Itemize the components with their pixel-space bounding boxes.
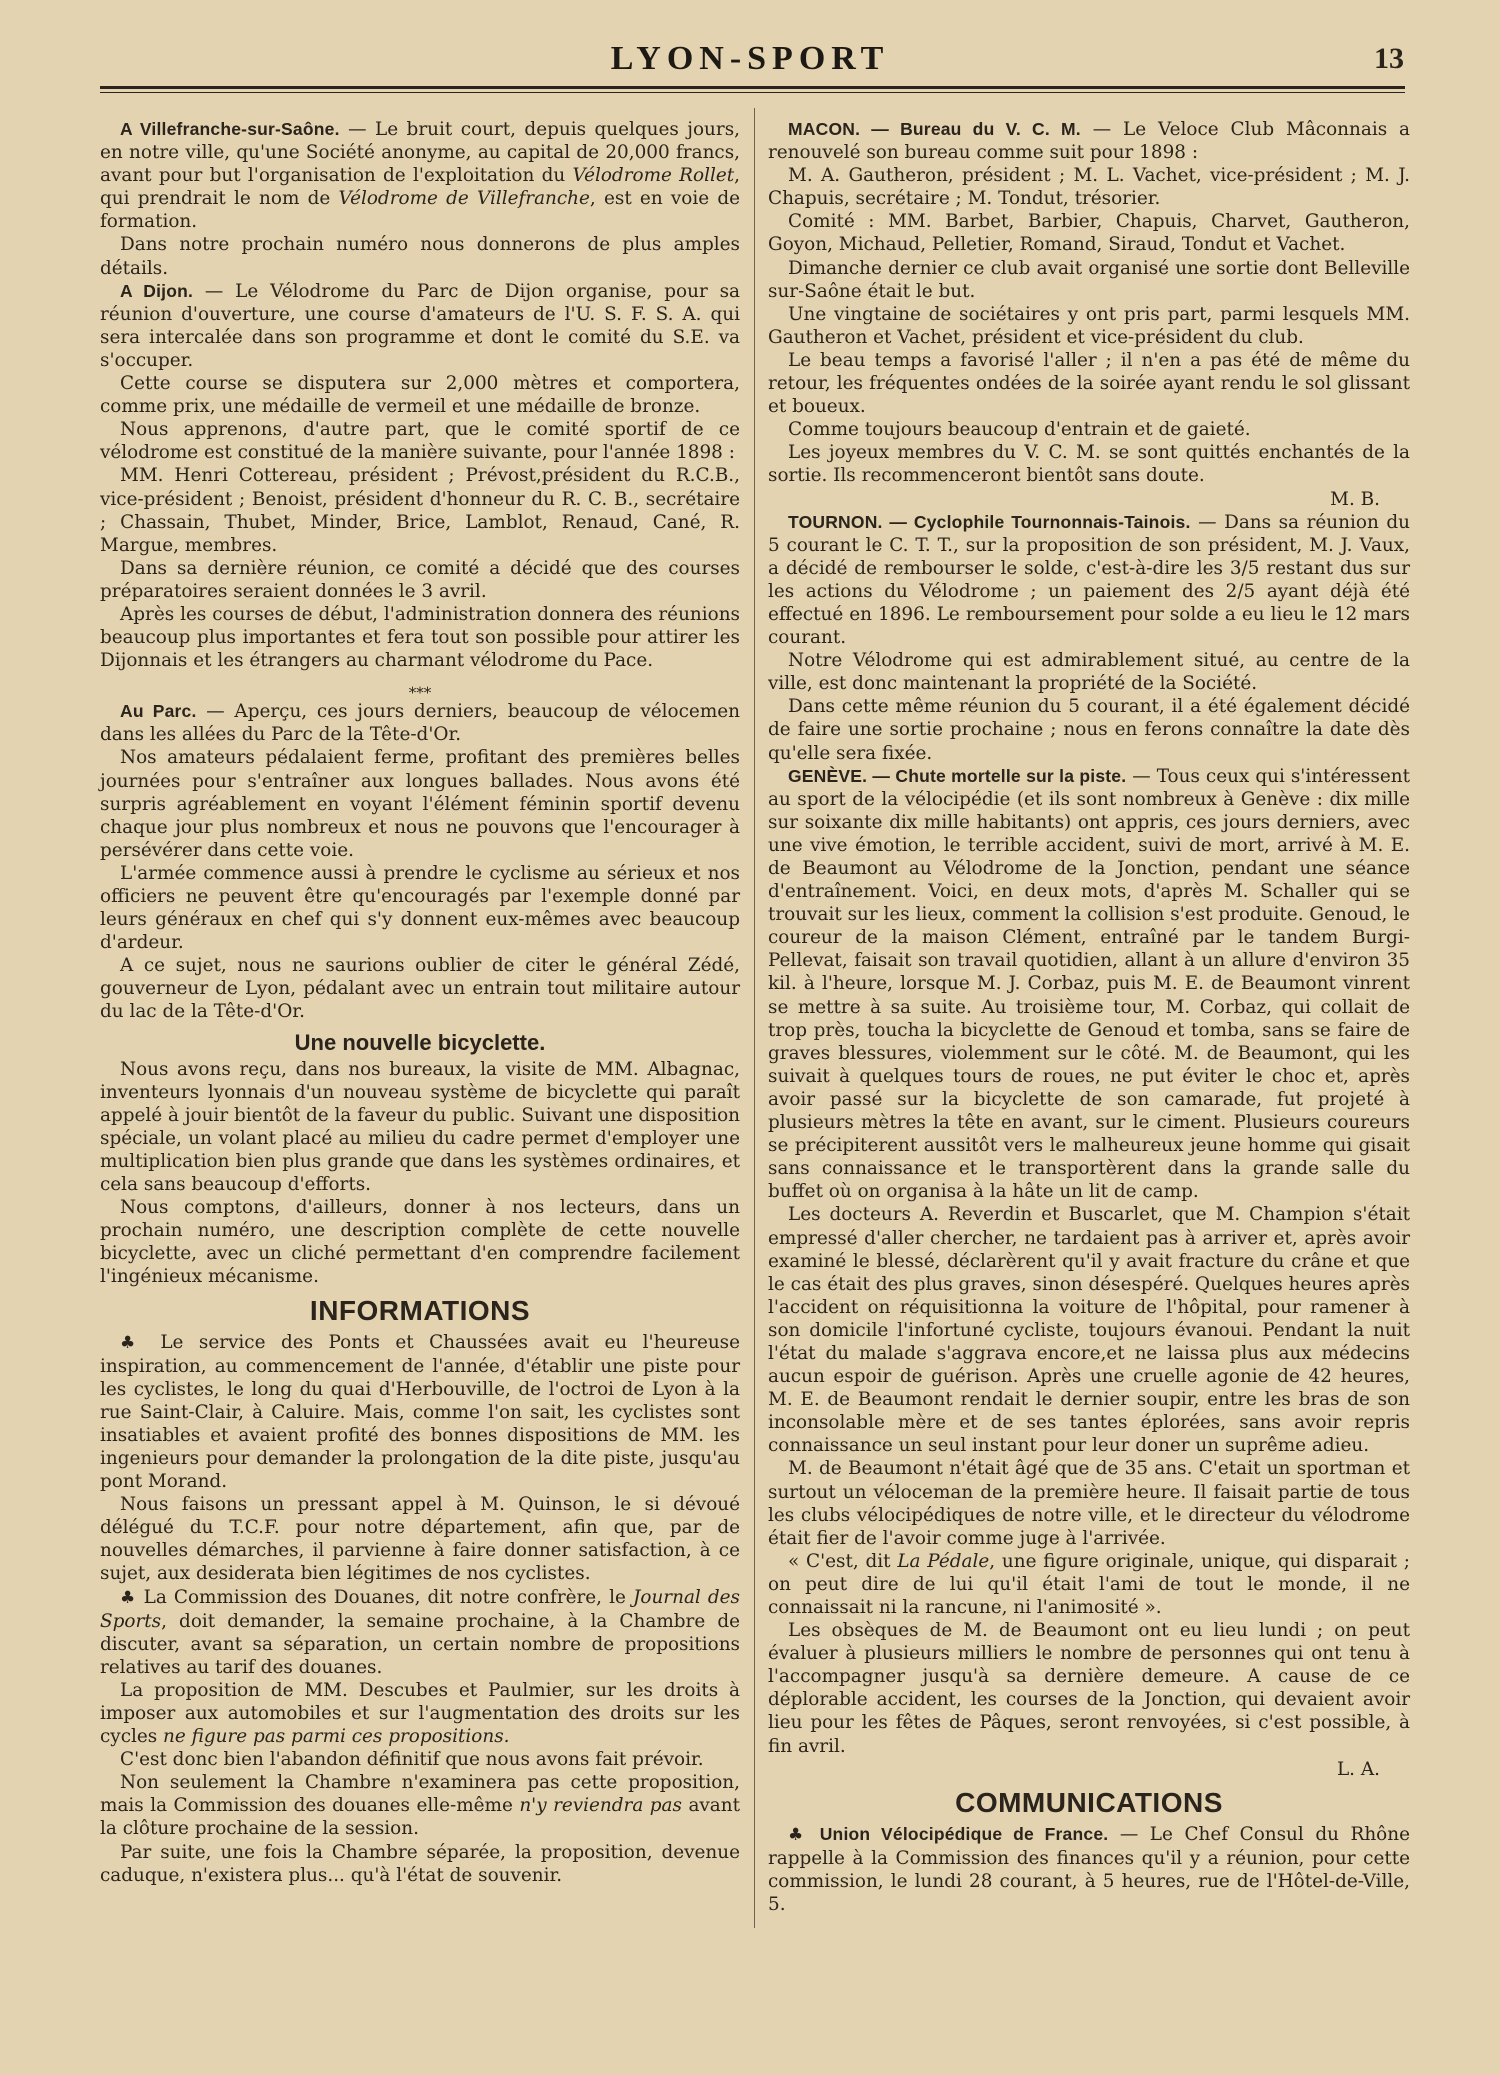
article-bicyclette — [100, 1030, 740, 1289]
paragraph: Dans notre prochain numéro nous donnerons de plus amples détails. — [100, 234, 740, 279]
paragraph: Nos amateurs pédalaient ferme, profitant des premières belles journées pour s'entraîner aux longues ballades. Nous avons été surpris agréablement en voyant l'élément féminin sportif devenu chaque jour plus nombreux et nous ne pouvons que l'encourager à persévérer dans cette voie. — [100, 747, 740, 861]
article-text: La proposition de MM. Descubes et Paulmier, sur les droits à imposer aux automobiles et sur l'augmentation des droits sur les cycles — [100, 1679, 740, 1748]
article-text: , doit demander, la semaine prochaine, à la Chambre de discuter, avant sa séparation, un certain nombre de propositions relatives au tarif des douanes. — [100, 1610, 740, 1678]
article-geneve — [768, 765, 1410, 1781]
paragraph: Nous avons reçu, dans nos bureaux, la visite de MM. Albagnac, inventeurs lyonnais d'un nouveau système de bicyclette qui paraît appelé à jouir bientôt de la faveur du public. Suivant une disposition spéciale, un volant placé au milieu du cadre permet d'employer une multiplication bien plus grande que dans les systèmes ordinaires, et cela sans beaucoup d'efforts. — [100, 1058, 740, 1196]
paragraph: Dans sa dernière réunion, ce comité a décidé que des courses préparatoires seraient données le 3 avril. — [100, 557, 740, 602]
article-text: — Le Vélodrome du Parc de Dijon organise, pour sa réunion d'ouverture, une course d'amateurs de l'U. S. F. S. A. qui sera intercalée dans son programme et dont le comité du S.E. va s'occuper. — [100, 280, 740, 371]
left-column — [100, 118, 740, 1887]
article-text: Non seulement la Chambre n'examinera pas cette proposition, mais la Commission des douanes elle-même — [100, 1772, 740, 1817]
paragraph: Après les courses de début, l'administration donnera des réunions beaucoup plus importantes et fera tout son possible pour attirer les Dijonnais et les étrangers au charmant vélodrome du Pace. — [100, 603, 740, 672]
article-text: « C'est, dit — [788, 1550, 898, 1572]
article-text: — Aperçu, ces jours derniers, beaucoup de vélocemen dans les allées du Parc de la Tête-d'Or. — [100, 701, 740, 746]
page-number: 13 — [1374, 42, 1404, 75]
section-informations — [100, 1295, 740, 1887]
article-text: Les joyeux membres du V. C. M. se sont quittés enchantés de la sortie. Ils recommenceront bientôt sans doute. — [768, 442, 1410, 487]
article-emphasis: n'y reviendra pas — [519, 1795, 682, 1817]
club-icon: ♣ — [120, 1332, 145, 1353]
paragraph: Par suite, une fois la Chambre séparée, la proposition, devenue caduque, n'existera plus... qu'à l'état de souvenir. — [100, 1841, 740, 1886]
article-lead: MACON. — Bureau du V. C. M. — [788, 119, 1081, 139]
header-rule-thin — [100, 92, 1405, 93]
article-text: La Commission des Douanes, dit notre confrère, le — [136, 1586, 634, 1608]
paragraph: Dans cette même réunion du 5 courant, il a été également décidé de faire une sortie prochaine ; nous en ferons connaître la date dès qu'elle sera fixée. — [768, 696, 1410, 764]
paragraph: M. A. Gautheron, président ; M. L. Vachet, vice-président ; M. J. Chapuis, secrétaire ; M. Tondut, trésorier. — [768, 165, 1410, 210]
article-text: , une figure originale, unique, qui disparait ; on peut dire de lui qu'il était l'ami de tout le monde, il ne connaissait ni la rancune, ni l'animosité ». — [768, 1550, 1410, 1618]
header-rule — [100, 86, 1405, 89]
masthead: LYON-SPORT — [610, 40, 890, 77]
section-heading: Une nouvelle bicyclette. — [294, 1029, 546, 1055]
article-tournon — [768, 511, 1410, 765]
signature: M. B. — [1330, 488, 1380, 510]
article-text: — Tous ceux qui s'intéressent au sport de la vélocipédie (et ils sont nombreux à Genève : dix mille sur soixante dix mille habitants) ont appris, ces jours derniers, avec une vive émotion, le terrible accident, suivi de mort, arrivé à M. E. de Beaumont au Vélodrome de la Jonction, pendant une séance d'entraînement. Voici, en deux mots, d'après M. Schaller qui se trouvait sur les lieux, comment la collision s'est produite. Genoud, le coureur de la maison Clément, entraîné par le tandem Burgi-Pellevat, faisait son travail quotidien, allant à un allure d'environ 35 kil. à l'heure, lorsque M. J. Corbaz, puis M. E. de Beaumont vinrent se mettre à sa suite. Au troisième tour, M. Corbaz, qui collait de trop près, toucha la bicyclette de Genoud et tomba, sans se faire de graves blessures, violemment sur le côté. M. de Beaumont, qui les suivait à quelques tours de roues, ne put éviter le choc et, après avoir passé sur la bicyclette de son camarade, fut projeté à plusieurs mètres la tête en avant, sur le ciment. Plusieurs coureurs se précipiterent aussitôt vers le malheureux jeune homme qui gisait sans connaissance et le transportèrent dans la grande salle du buffet où on organisa à la hâte un lit de camp. — [768, 765, 1410, 1203]
right-column — [768, 118, 1410, 1916]
paragraph: MM. Henri Cottereau, président ; Prévost,président du R.C.B., vice-président ; Benoist, président d'honneur du R. C. B., secrétaire ; Chassain, Thubet, Minder, Brice, Lamblot, Renaud, Cané, R. Margue, membres. — [100, 465, 740, 556]
article-lead: A Dijon. — [120, 280, 194, 301]
paragraph: Le beau temps a favorisé l'aller ; il n'en a pas été de même du retour, les fréquentes ondées de la soirée ayant rendu le sol glissant et boueux. — [768, 349, 1410, 418]
article-text: — Le bruit court, depuis quelques jours, en notre ville, qu'une Société anonyme, au capital de 20,000 francs, avant pour but l'organisation de l'exploitation du — [100, 119, 740, 187]
article-text: avant la clôture prochaine de la session. — [100, 1795, 741, 1840]
paragraph: L'armée commence aussi à prendre le cyclisme au sérieux et nos officiers ne peuvent être qu'encouragés par l'exemple donné par leurs généraux en chef qui s'y donnent eux-mêmes avec beaucoup d'ardeur. — [100, 862, 740, 954]
paragraph: Dimanche dernier ce club avait organisé une sortie dont Belleville sur-Saône était le but. — [768, 257, 1410, 302]
article-lead: TOURNON. — Cyclophile Tournonnais-Tainois. — [788, 511, 1191, 532]
article-emphasis: Vélodrome de Villefranche — [338, 188, 590, 210]
paragraph: Nous faisons un pressant appel à M. Quinson, le si dévoué délégué du T.C.F. pour notre département, afin que, par de nouvelles démarches, il parvienne à faire donner satisfaction, à ce sujet, aux desiderata bien légitimes de nos cyclistes. — [100, 1494, 740, 1585]
paragraph: Notre Vélodrome qui est admirablement situé, au centre de la ville, est donc maintenant la propriété de la Société. — [768, 650, 1410, 695]
paragraph: Nous apprenons, d'autre part, que le comité sportif de ce vélodrome est constitué de la manière suivante, pour l'année 1898 : — [100, 419, 740, 464]
article-emphasis: La Pédale — [897, 1550, 990, 1572]
article-text: Le service des Ponts et Chaussées avait eu l'heureuse inspiration, au commencement de l'année, d'établir une piste pour les cyclistes, le long du quai d'Herbouville, de l'octroi de Lyon à la rue Saint-Clair, à Caluire. Mais, comme l'on sait, les cyclistes sont insatiables et avaient profité des bonnes dispositions de MM. les ingenieurs pour demander la prolongation de la dite piste, jusqu'au pont Morand. — [100, 1331, 740, 1493]
article-parc — [100, 700, 740, 1023]
club-icon: ♣ — [120, 1587, 137, 1608]
article-lead: Au Parc. — [120, 701, 197, 722]
article-emphasis: Journal des Sports — [100, 1586, 740, 1632]
article-text: — Dans sa réunion du 5 courant le C. T. T., sur la proposition de son président, M. J. Vaux, a décidé de rembourser le solde, c'est-à-dire les 3/5 restant dus sur les actions du Vélodrome ; un paiement des 2/5 ayant déjà été effectué en 1896. Le remboursement pour solde a eu lieu le 12 mars courant. — [768, 511, 1410, 649]
article-emphasis: ne figure pas parmi ces propositions. — [163, 1726, 510, 1748]
article-lead: Union Vélocipédique de France. — [808, 1823, 1109, 1844]
article-text: , qui prendrait le nom de — [100, 165, 740, 210]
article-emphasis: Vélodrome Rollet — [572, 165, 735, 187]
article-text: , est en voie de formation. — [100, 188, 740, 233]
article-text: — Le Veloce Club Mâconnais a renouvelé son bureau comme suit pour 1898 : — [768, 119, 1410, 164]
paragraph: Comité : MM. Barbet, Barbier, Chapuis, Charvet, Gautheron, Goyon, Michaud, Pelletier, Romand, Siraud, Tondut et Vachet. — [768, 211, 1410, 256]
article-lead: A Villefranche-sur-Saône. — [120, 119, 340, 139]
article-villefranche — [100, 118, 740, 280]
section-heading: INFORMATIONS — [309, 1294, 531, 1326]
paragraph: M. de Beaumont n'était âgé que de 35 ans. C'etait un sportman et surtout un véloceman de la première heure. Il faisait partie de tous les clubs vélocipédiques de notre ville, et le directeur du vélodrome était fier de l'avoir comme juge à l'arrivée. — [768, 1458, 1410, 1549]
article-lead: GENÈVE. — Chute mortelle sur la piste. — [788, 765, 1127, 786]
paragraph: Cette course se disputera sur 2,000 mètres et comportera, comme prix, une médaille de vermeil et une médaille de bronze. — [100, 373, 740, 418]
article-dijon — [100, 280, 740, 673]
column-divider — [754, 108, 755, 1928]
paragraph: Comme toujours beaucoup d'entrain et de gaieté. — [788, 419, 1251, 441]
club-icon: ♣ — [788, 1824, 809, 1845]
signature: L. A. — [1336, 1758, 1380, 1780]
section-communications — [768, 1787, 1410, 1916]
section-heading: COMMUNICATIONS — [955, 1786, 1223, 1818]
paragraph: Les docteurs A. Reverdin et Buscarlet, que M. Champion s'était empressé d'aller chercher, ne tardaient pas à arriver et, après avoir examiné le blessé, déclarèrent qu'il y avait fracture du crâne et que le cas était des plus graves, sinon désespéré. Quelques heures après l'accident on réquisitionna la voiture de l'hôpital, pour ramener à son domicile l'infortuné cycliste, toujours évanoui. Pendant la nuit l'état du malade s'aggrava encore,et ne laissa plus aux médecins aucun espoir de guérison. Après une cruelle agonie de 42 heures, M. E. de Beaumont rendait le dernier soupir, entre les bras de son inconsolable mère et de ses tantes éplorées, sans avoir repris connaissance un seul instant pour leur doner un suprême adieu. — [768, 1204, 1410, 1457]
paragraph: Une vingtaine de sociétaires y ont pris part, parmi lesquels MM. Gautheron et Vachet, président et vice-président du club. — [768, 303, 1410, 348]
asterism-separator: ⁎⁎⁎ — [408, 679, 432, 698]
paragraph: C'est donc bien l'abandon définitif que nous avons fait prévoir. — [120, 1749, 704, 1771]
paragraph: A ce sujet, nous ne saurions oublier de citer le général Zédé, gouverneur de Lyon, pédalant avec un entrain tout militaire autour du lac de la Tête-d'Or. — [100, 955, 740, 1023]
paragraph: Nous comptons, d'ailleurs, donner à nos lecteurs, dans un prochain numéro, une description complète de cette nouvelle bicyclette, avec un cliché permettant d'en comprendre facilement l'ingénieux mécanisme. — [100, 1197, 740, 1288]
article-macon — [768, 118, 1410, 511]
article-text: — Le Chef Consul du Rhône rappelle à la Commission des finances qu'il y a réunion, pour cette commission, le lundi 28 courant, à 5 heures, rue de l'Hôtel-de-Ville, 5. — [768, 1823, 1410, 1916]
article-text: Les obsèques de M. de Beaumont ont eu lieu lundi ; on peut évaluer à plusieurs milliers le nombre de personnes qui ont tenu à l'accompagner jusqu'à sa dernière demeure. A cause de ce déplorable accident, les courses de la Jonction, qui devaient avoir lieu pour les fêtes de Pâques, seront renvoyées, si c'est possible, à fin avril. — [768, 1620, 1410, 1757]
